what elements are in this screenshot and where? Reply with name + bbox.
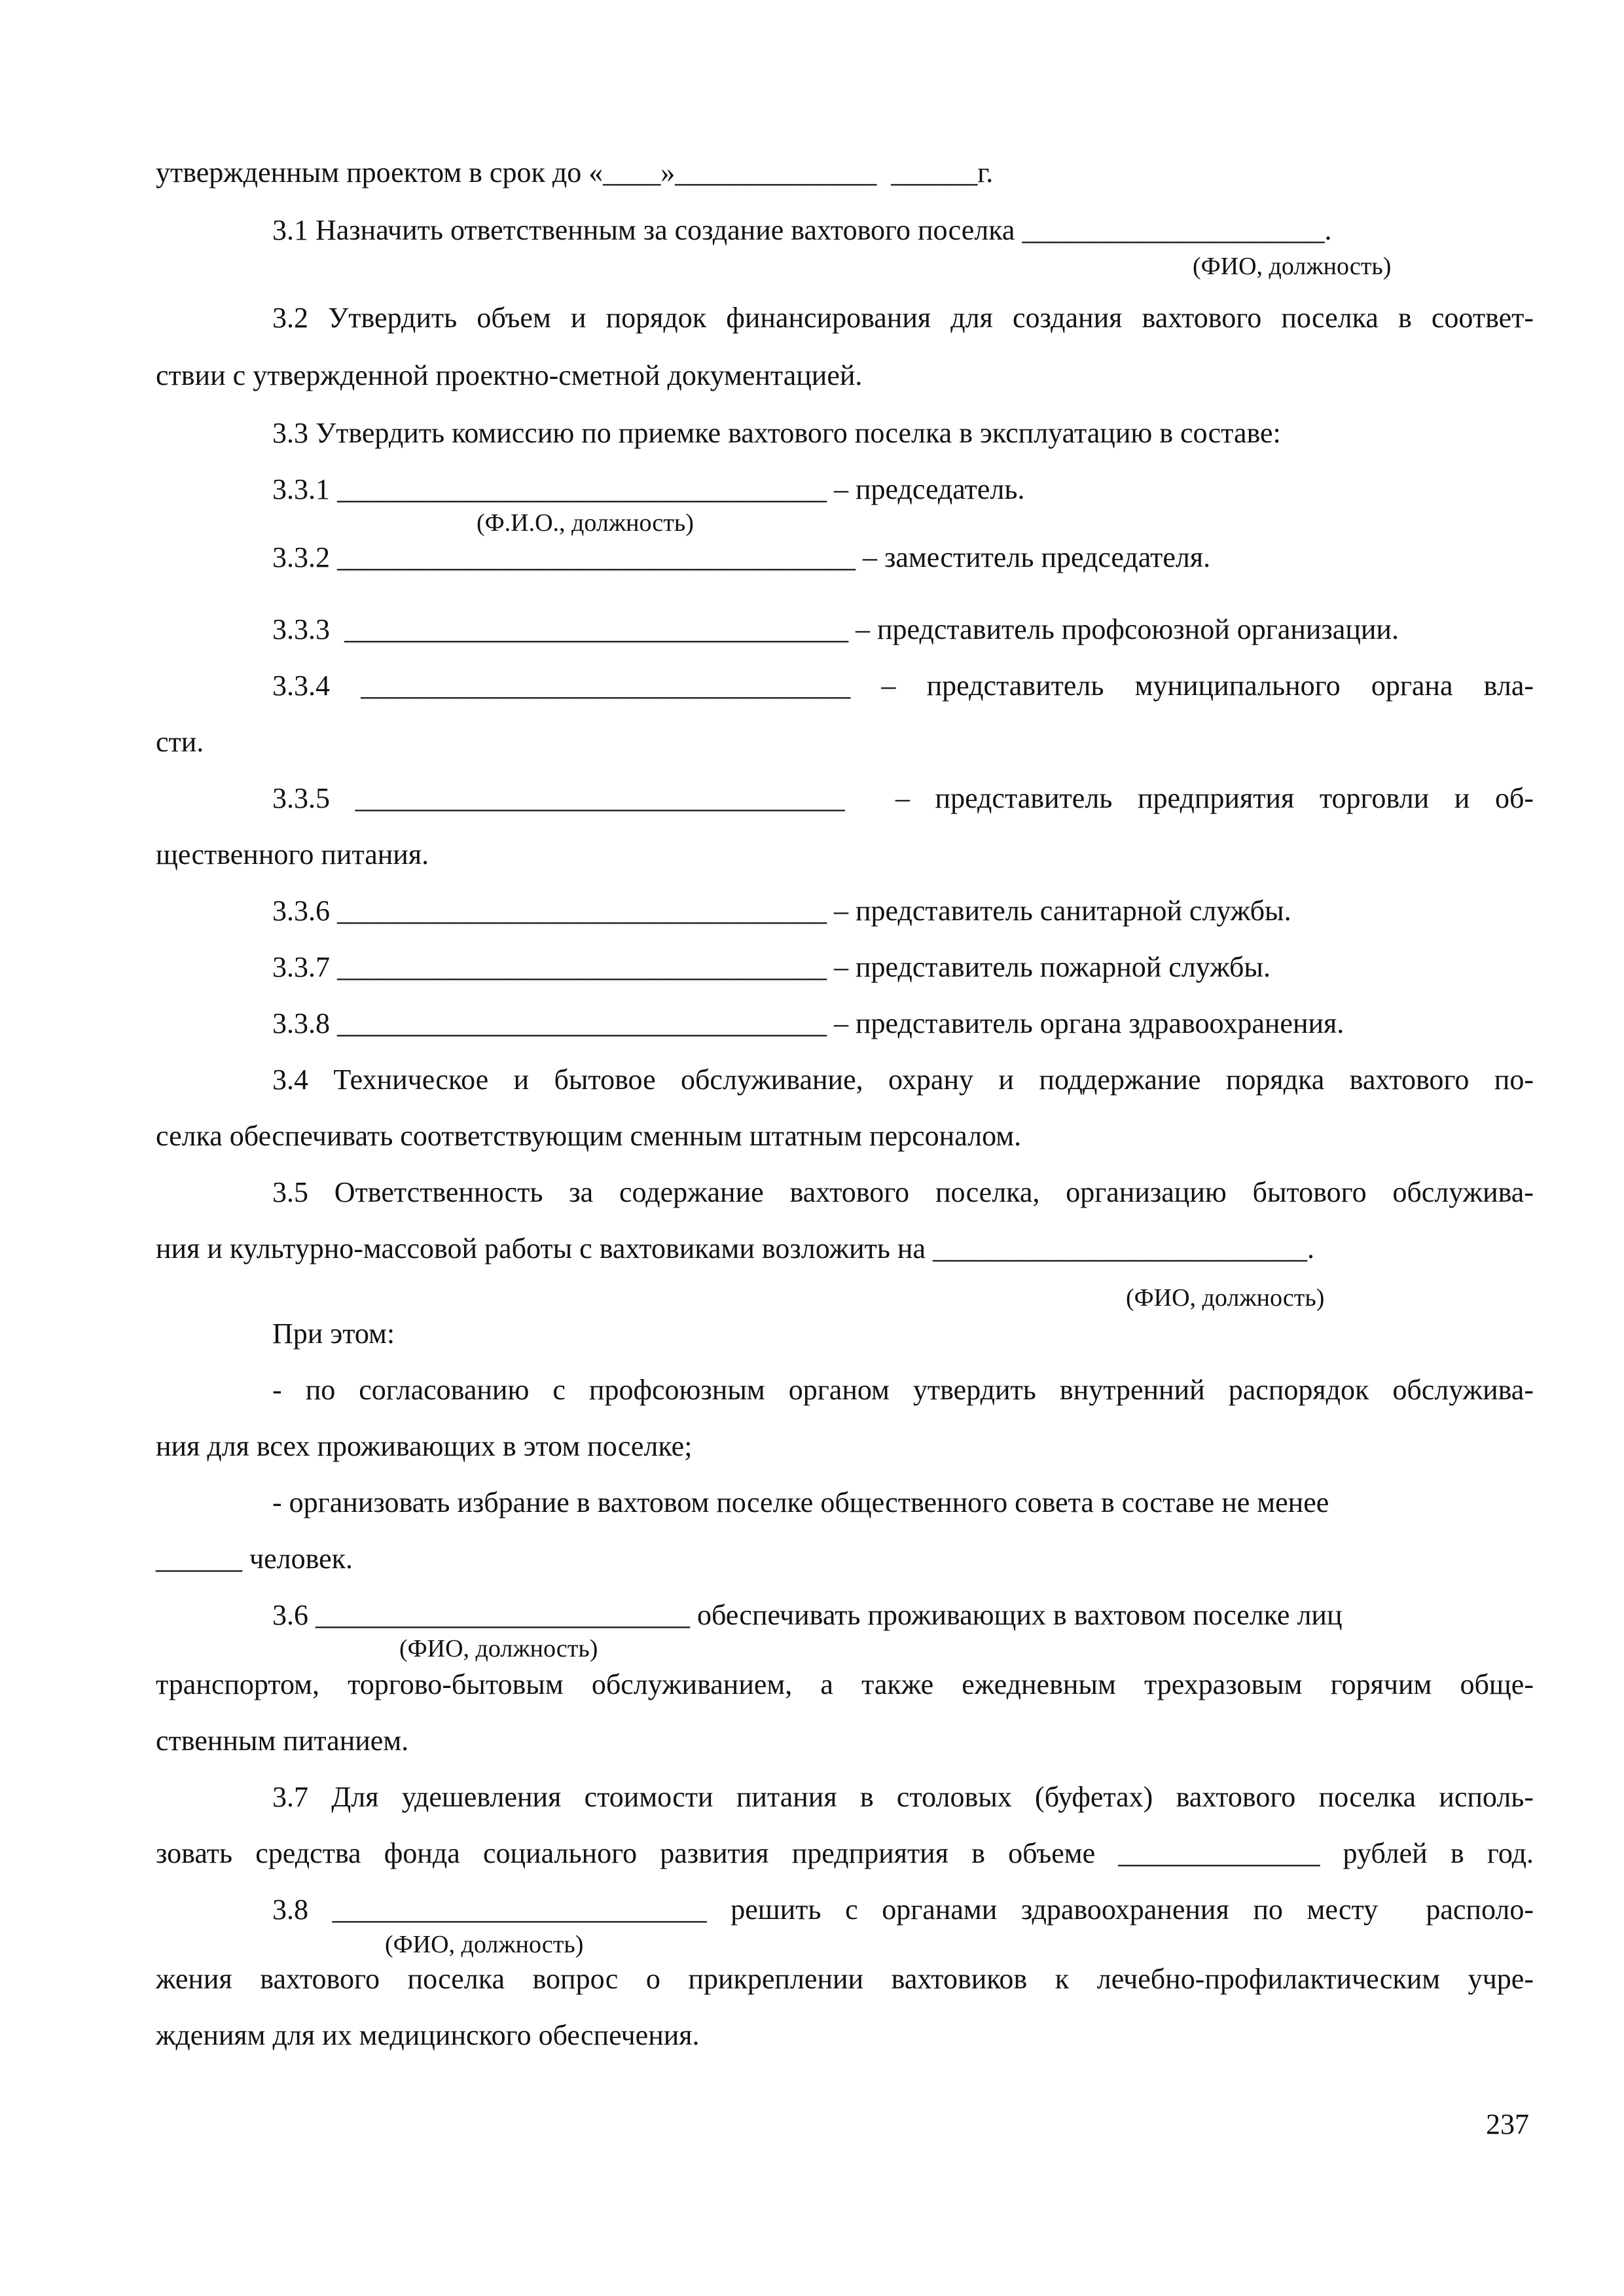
text-line: 3.3 Утвердить комиссию по приемке вахтового поселка в эксплуатацию в составе: [272,417,1281,449]
text-line: 3.3.5 __________________________________ – представитель предприятия торговли и об- [272,782,1534,814]
text-line: ______ человек. [156,1543,353,1575]
text-line: сти. [156,726,204,758]
text-line: 3.3.2 ____________________________________ – заместитель председателя. [272,541,1211,573]
text-line: ждениям для их медицинского обеспечения. [156,2019,700,2051]
page-number: 237 [1486,2108,1529,2140]
field-caption: (ФИО, должность) [385,1931,584,1958]
text-line: 3.6 __________________________ обеспечивать проживающих в вахтовом поселке лиц [272,1599,1343,1631]
text-line: селка обеспечивать соответствующим сменным штатным персоналом. [156,1120,1022,1152]
text-line: жения вахтового поселка вопрос о прикреплении вахтовиков к лечебно-профилактическим учре- [156,1963,1534,1995]
text-line: 3.8 __________________________ решить с органами здравоохранения по месту располо- [272,1893,1534,1926]
text-line: - организовать избрание в вахтовом поселке общественного совета в составе не менее [272,1486,1329,1518]
field-caption: (Ф.И.О., должность) [477,509,694,537]
text-line: ния для всех проживающих в этом поселке; [156,1430,693,1462]
text-line: 3.3.8 __________________________________ – представитель органа здравоохранения. [272,1007,1344,1039]
text-line: 3.4 Техническое и бытовое обслуживание, охрану и поддержание порядка вахтового по- [272,1064,1534,1096]
text-line: щественного питания. [156,838,429,870]
text-line: 3.3.4 __________________________________ – представитель муниципального органа вла- [272,670,1534,702]
text-line: 3.3.6 __________________________________ – представитель санитарной службы. [272,895,1291,927]
field-caption: (ФИО, должность) [1126,1284,1325,1312]
text-line: 3.1 Назначить ответственным за создание вахтового поселка _____________________. [272,214,1332,246]
text-line: утвержденным проектом в срок до «____»______________ ______г. [156,156,994,188]
text-line: 3.3.1 __________________________________ – председатель. [272,473,1025,505]
text-line: ния и культурно-массовой работы с вахтовиками возложить на __________________________. [156,1232,1314,1265]
text-line: ствии с утвержденной проектно-сметной документацией. [156,359,863,391]
field-caption: (ФИО, должность) [399,1635,598,1662]
text-line: ственным питанием. [156,1725,409,1757]
text-line: 3.3.3 ___________________________________ – представитель профсоюзной организации. [272,613,1399,645]
text-line: - по согласованию с профсоюзным органом утвердить внутренний распорядок обслужива- [272,1374,1534,1406]
field-caption: (ФИО, должность) [1193,253,1392,280]
text-line: зовать средства фонда социального развития предприятия в объеме ______________ рублей в год. [156,1837,1534,1869]
text-line: При этом: [272,1318,395,1350]
text-line: 3.5 Ответственность за содержание вахтового поселка, организацию бытового обслужива- [272,1176,1534,1208]
text-line: транспортом, торгово-бытовым обслуживанием, а также ежедневным трехразовым горячим обще- [156,1668,1534,1700]
text-line: 3.7 Для удешевления стоимости питания в столовых (буфетах) вахтового поселка исполь- [272,1781,1534,1813]
text-line: 3.3.7 __________________________________ – представитель пожарной службы. [272,951,1271,983]
text-line: 3.2 Утвердить объем и порядок финансирования для создания вахтового поселка в соответ- [272,302,1534,334]
